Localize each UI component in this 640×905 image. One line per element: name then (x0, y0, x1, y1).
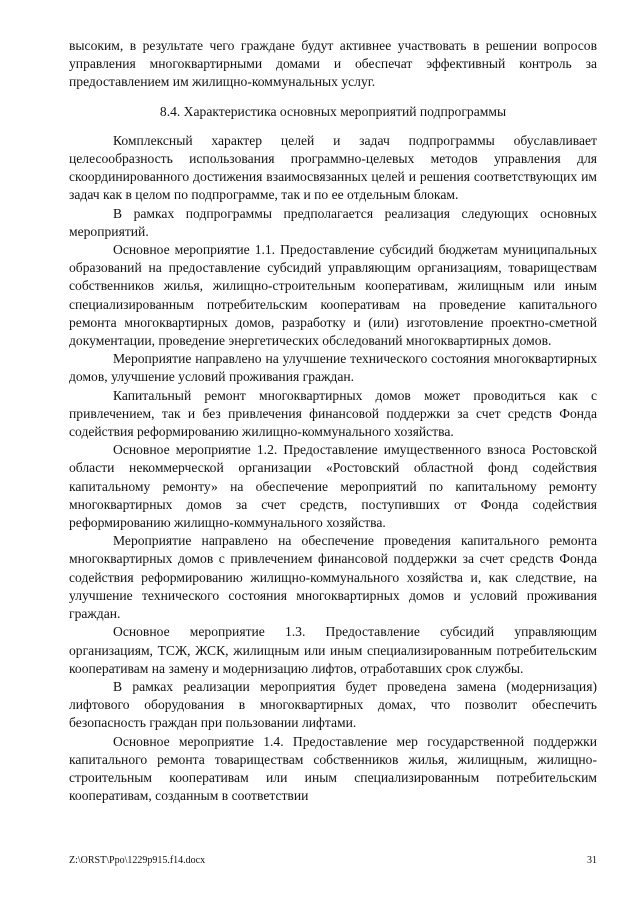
page-number: 31 (587, 855, 597, 866)
paragraph-9: В рамках реализации мероприятия будет проведена замена (модернизация) лифтового оборудования в многоквартирных домах, что позволит обеспечить безопасность граждан при пользовании лифтами. (69, 678, 597, 731)
paragraph-10: Основное мероприятие 1.4. Предоставление мер государственной поддержки капитального ремонта товариществам собственников жилья, жилищным, жилищно-строительным кооперативам или иным специализированным потребительским кооперативам, созданным в соответствии (69, 733, 597, 804)
paragraph-1: Комплексный характер целей и задач подпрограммы обуславливает целесообразность использования программно-целевых методов управления для скоординированного достижения взаимосвязанных целей и решения соответствующих им задач как в целом по подпрограмме, так и по ее отдельным блокам. (69, 132, 597, 203)
footer-file-path: Z:\ORST\Ppo\1229p915.f14.docx (69, 855, 206, 866)
paragraph-7: Мероприятие направлено на обеспечение проведения капитального ремонта многоквартирных домов с привлечением финансовой поддержки за счет средств Фонда содействия реформированию жилищно-коммунального хозяйства и, как следствие, на улучшение технического состояния многоквартирных домов и условий проживания граждан. (69, 533, 597, 622)
paragraph-6: Основное мероприятие 1.2. Предоставление имущественного взноса Ростовской области некоммерческой организации «Ростовский областной фонд содействия капитальному ремонту» на обеспечение мероприятий по капитальному ремонту многоквартирных домов за счет средств, поступивших от Фонда содействия реформированию жилищно-коммунального хозяйства. (69, 442, 597, 531)
paragraph-8: Основное мероприятие 1.3. Предоставление субсидий управляющим организациям, ТСЖ, ЖСК, жилищным или иным специализированным потребительским кооперативам на замену и модернизацию лифтов, отработавших срок службы. (69, 624, 597, 676)
document-body (69, 37, 597, 805)
paragraph-5: Капитальный ремонт многоквартирных домов может проводиться как с привлечением, так и без привлечения финансовой поддержки за счет средств Фонда содействия реформированию жилищно-коммунального хозяйства. (69, 387, 597, 440)
section-heading: 8.4. Характеристика основных мероприятий подпрограммы (159, 103, 507, 119)
intro-paragraph: высоким, в результате чего граждане будут активнее участвовать в решении вопросов управления многоквартирными домами и обеспечат эффективный контроль за предоставлением им жилищно-коммунальных услуг. (69, 38, 597, 90)
paragraph-2: В рамках подпрограммы предполагается реализация следующих основных мероприятий. (69, 205, 597, 239)
paragraph-4: Мероприятие направлено на улучшение технического состояния многоквартирных домов, улучшение условий проживания граждан. (69, 351, 597, 385)
paragraph-3: Основное мероприятие 1.1. Предоставление субсидий бюджетам муниципальных образований на предоставление субсидий управляющим организациям, товариществам собственников жилья, жилищно-строительным кооперативам, жилищным или иным специализированным потребительским кооперативам на проведение капитального ремонта многоквартирных домов, разработку и (или) изготовление проектно-сметной документации, проведение энергетических обследований многоквартирных домов. (69, 242, 597, 349)
